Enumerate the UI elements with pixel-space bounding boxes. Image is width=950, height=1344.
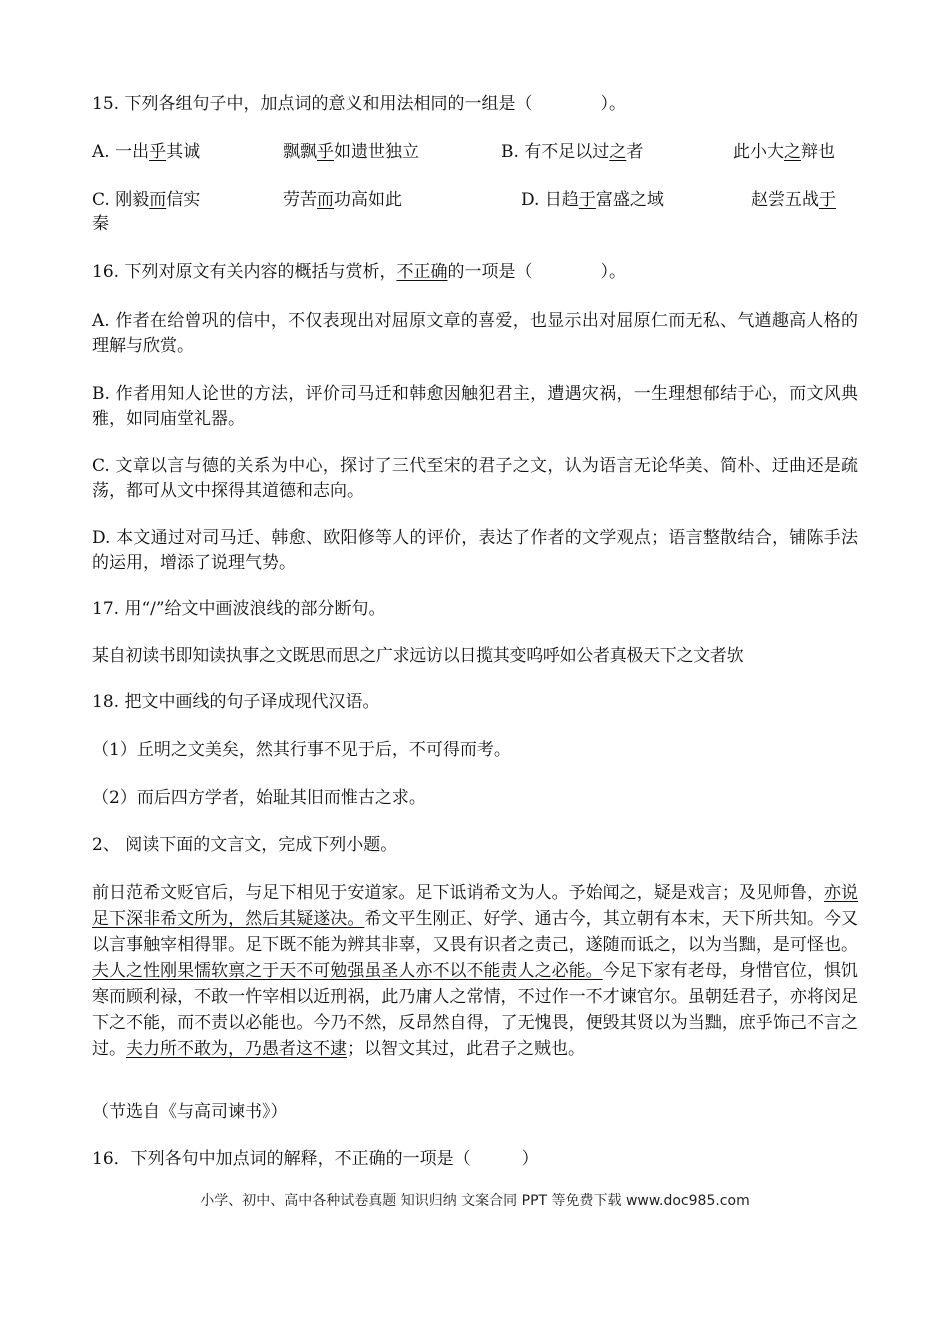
q16-option-c: C. 文章以言与德的关系为中心，探讨了三代至宋的君子之文，认为语言无论华美、简朴、迂曲还是疏荡，都可从文中探得其道德和志向。 [92,456,858,501]
underlined-sentence-1: 亦说足下深非希文所为，然后其疑遂决。 [92,883,859,929]
q15-option-c1: C. 刚毅而信实 [92,190,201,210]
q15-row-cd [92,189,858,211]
q15-option-d1: D. 日趋于富盛之域 [521,190,664,210]
dotted-word: 而 [317,190,334,210]
emphasis-underline: 不正确 [396,262,448,282]
dotted-word: 之 [784,142,801,162]
q16-option-b: B. 作者用知人论世的方法，评价司马迁和韩愈因触犯君主，遭遇灾祸，一生理想郁结于心，而文风典雅，如同庙堂礼器。 [92,384,858,429]
dotted-word: 乎 [149,142,167,162]
q17-text: 某自初读书即知读执事之文既思而思之广求远访以日揽其变呜呼如公者真极天下之文者欤 [92,646,744,666]
q15-option-b2: 此小大之辩也 [733,142,835,162]
q15-stem: 15. 下列各组句子中，加点词的意义和用法相同的一组是（ ）。 [92,94,626,114]
dotted-word: 于 [819,190,836,210]
dotted-word: 于 [578,190,596,210]
section-2-heading: 2、 阅读下面的文言文，完成下列小题。 [92,835,398,855]
dotted-word: 而 [149,190,167,210]
q15-option-b1: B. 有不足以过之者 [501,142,644,162]
q18-sentence-1: （1）丘明之文美矣，然其行事不见于后，不可得而考。 [92,740,511,760]
section-2-passage: 前日范希文贬官后，与足下相见于安道家。足下诋诮希文为人。予始闻之，疑是戏言；及见师鲁，亦说足下深非希文所为，然后其疑遂决。希文平生刚正、好学、通古今，其立朝有本末，天下所共知。今又以言事触宰相得罪。足下既不能为辨其非辜，又畏有识者之责己，遂随而诋之，以为当黜，是可怪也。夫人之性刚果懦软禀之于天不可勉强虽圣人亦不以不能责人之必能。今足下家有老母，身惜官位，惧饥寒而顾利禄，不敢一忤宰相以近刑祸，此乃庸人之常情，不过作一不才谏官尔。虽朝廷君子，亦将闵足下之不能，而不责以必能也。今乃不然，反昂然自得，了无愧畏，便毁其贤以为当黜，庶乎饰己不言之过。夫力所不敢为，乃愚者这不逮；以智文其过，此君子之贼也。 [92,883,859,1059]
q18-sentence-2: （2）而后四方学者，始耻其旧而惟古之求。 [92,788,426,808]
section-2-q16-stem: 16．下列各句中加点词的解释，不正确的一项是（ ） [92,1149,539,1169]
underlined-sentence-3: 夫力所不敢为，乃愚者这不逮 [126,1039,347,1059]
q15-option-c2: 劳苦而功高如此 [283,190,402,210]
q15-option-d2-continued: 秦 [92,214,109,234]
q15-option-a1: A. 一出乎其诚 [92,142,201,162]
q16-stem: 16. 下列对原文有关内容的概括与赏析，不正确的一项是（ ）。 [92,262,626,282]
q17-stem: 17. 用“/”给文中画波浪线的部分断句。 [92,599,386,619]
q16-option-d: D. 本文通过对司马迁、韩愈、欧阳修等人的评价，表达了作者的文学观点；语言整散结合，铺陈手法的运用，增添了说理气势。 [92,528,858,573]
underlined-sentence-2: 夫人之性刚果懦软禀之于天不可勉强虽圣人亦不以不能责人之必能。 [92,961,603,981]
q16-option-a: A. 作者在给曾巩的信中，不仅表现出对屈原文章的喜爱，也显示出对屈原仁而无私、气遒趣高人格的理解与欣赏。 [92,311,858,356]
q15-option-a2: 飘飘乎如遗世独立 [283,142,419,162]
q15-row-ab [92,141,858,163]
passage-source: （节选自《与高司谏书》） [92,1102,288,1122]
dotted-word: 之 [609,142,627,162]
dotted-word: 乎 [317,142,334,162]
page-footer: 小学、初中、高中各种试卷真题 知识归纳 文案合同 PPT 等免费下载 www.doc985.com [200,1193,750,1209]
q18-stem: 18. 把文中画线的句子译成现代汉语。 [92,692,380,712]
q15-option-d2: 赵尝五战于 [751,190,836,210]
